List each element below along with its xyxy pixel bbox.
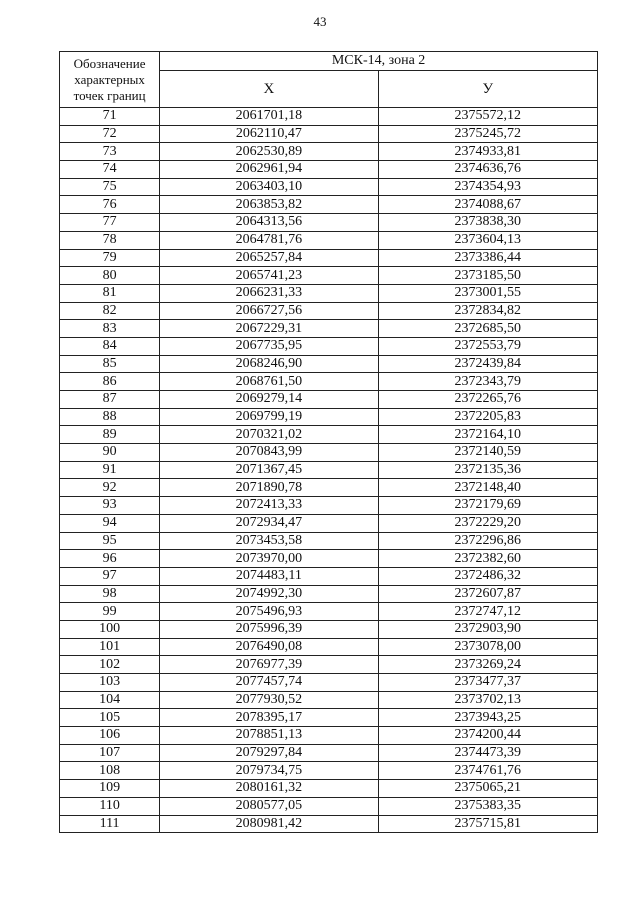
y-coordinate-cell: 2373702,13 <box>378 691 597 709</box>
y-coordinate-cell: 2372685,50 <box>378 320 597 338</box>
y-coordinate-cell: 2372382,60 <box>378 550 597 568</box>
point-designation-header <box>60 52 160 108</box>
y-coordinate-cell: 2374933,81 <box>378 143 597 161</box>
y-coordinate-cell: 2373604,13 <box>378 231 597 249</box>
table-row <box>60 426 598 444</box>
point-number-cell: 98 <box>60 585 160 603</box>
point-number-cell: 79 <box>60 249 160 267</box>
point-number-cell: 82 <box>60 302 160 320</box>
point-number-cell: 78 <box>60 231 160 249</box>
point-number-cell: 88 <box>60 408 160 426</box>
point-number-cell: 81 <box>60 284 160 302</box>
table-row <box>60 108 598 126</box>
point-number-cell: 100 <box>60 620 160 638</box>
x-coordinate-cell: 2061701,18 <box>160 108 378 126</box>
y-coordinate-cell: 2373078,00 <box>378 638 597 656</box>
y-coordinate-cell: 2372343,79 <box>378 373 597 391</box>
table-row <box>60 143 598 161</box>
point-number-cell: 87 <box>60 391 160 409</box>
table-row <box>60 691 598 709</box>
x-coordinate-cell: 2066727,56 <box>160 302 378 320</box>
x-coordinate-cell: 2076490,08 <box>160 638 378 656</box>
y-coordinate-cell: 2372834,82 <box>378 302 597 320</box>
point-number-cell: 110 <box>60 797 160 815</box>
table-row <box>60 337 598 355</box>
table-row <box>60 656 598 674</box>
table-row <box>60 461 598 479</box>
y-coordinate-cell: 2373001,55 <box>378 284 597 302</box>
point-number-cell: 85 <box>60 355 160 373</box>
table-row <box>60 249 598 267</box>
point-number-cell: 89 <box>60 426 160 444</box>
table-row <box>60 567 598 585</box>
point-number-cell: 109 <box>60 780 160 798</box>
x-coordinate-cell: 2080577,05 <box>160 797 378 815</box>
x-coordinate-cell: 2064781,76 <box>160 231 378 249</box>
table-row <box>60 797 598 815</box>
table-row <box>60 196 598 214</box>
y-coordinate-cell: 2372903,90 <box>378 620 597 638</box>
table-row <box>60 408 598 426</box>
page-number: 43 <box>313 14 327 29</box>
point-number-cell: 106 <box>60 727 160 745</box>
x-coordinate-cell: 2079297,84 <box>160 744 378 762</box>
x-coordinate-cell: 2075496,93 <box>160 603 378 621</box>
table-row <box>60 320 598 338</box>
point-number-cell: 72 <box>60 125 160 143</box>
table-row <box>60 620 598 638</box>
point-number-cell: 103 <box>60 674 160 692</box>
table-row <box>60 514 598 532</box>
point-number-cell: 97 <box>60 567 160 585</box>
x-coordinate-cell: 2069799,19 <box>160 408 378 426</box>
point-number-cell: 80 <box>60 267 160 285</box>
x-coordinate-cell: 2066231,33 <box>160 284 378 302</box>
point-number-cell: 101 <box>60 638 160 656</box>
x-coordinate-cell: 2062961,94 <box>160 161 378 179</box>
point-number-cell: 94 <box>60 514 160 532</box>
y-column-header: У <box>378 71 597 108</box>
table-row <box>60 178 598 196</box>
point-number-cell: 105 <box>60 709 160 727</box>
point-number-cell: 86 <box>60 373 160 391</box>
point-number-cell: 77 <box>60 214 160 232</box>
y-coordinate-cell: 2373269,24 <box>378 656 597 674</box>
table-row <box>60 444 598 462</box>
x-coordinate-cell: 2063853,82 <box>160 196 378 214</box>
y-coordinate-cell: 2372140,59 <box>378 444 597 462</box>
point-number-cell: 104 <box>60 691 160 709</box>
y-coordinate-cell: 2372747,12 <box>378 603 597 621</box>
x-coordinate-cell: 2065257,84 <box>160 249 378 267</box>
y-coordinate-cell: 2373838,30 <box>378 214 597 232</box>
table-row <box>60 744 598 762</box>
x-coordinate-cell: 2072413,33 <box>160 497 378 515</box>
point-number-cell: 71 <box>60 108 160 126</box>
table-row <box>60 674 598 692</box>
coordinate-system-header: МСК-14, зона 2 <box>160 52 598 71</box>
x-coordinate-cell: 2068761,50 <box>160 373 378 391</box>
point-number-cell: 91 <box>60 461 160 479</box>
y-coordinate-cell: 2372164,10 <box>378 426 597 444</box>
point-number-cell: 99 <box>60 603 160 621</box>
x-coordinate-cell: 2068246,90 <box>160 355 378 373</box>
x-coordinate-cell: 2070843,99 <box>160 444 378 462</box>
x-coordinate-cell: 2074483,11 <box>160 567 378 585</box>
x-coordinate-cell: 2080981,42 <box>160 815 378 833</box>
y-coordinate-cell: 2372296,86 <box>378 532 597 550</box>
x-coordinate-cell: 2078395,17 <box>160 709 378 727</box>
table-row <box>60 762 598 780</box>
x-coordinate-cell: 2067735,95 <box>160 337 378 355</box>
y-coordinate-cell: 2372486,32 <box>378 567 597 585</box>
point-number-cell: 96 <box>60 550 160 568</box>
y-coordinate-cell: 2374200,44 <box>378 727 597 745</box>
coordinates-table <box>59 51 598 833</box>
table-header <box>60 52 598 108</box>
table-row <box>60 780 598 798</box>
x-coordinate-cell: 2080161,32 <box>160 780 378 798</box>
y-coordinate-cell: 2375383,35 <box>378 797 597 815</box>
point-number-cell: 95 <box>60 532 160 550</box>
point-number-cell: 108 <box>60 762 160 780</box>
table-row <box>60 373 598 391</box>
x-coordinate-cell: 2076977,39 <box>160 656 378 674</box>
x-coordinate-cell: 2062110,47 <box>160 125 378 143</box>
point-header-line-3: точек границ <box>73 87 146 103</box>
x-coordinate-cell: 2062530,89 <box>160 143 378 161</box>
x-coordinate-cell: 2072934,47 <box>160 514 378 532</box>
y-coordinate-cell: 2372265,76 <box>378 391 597 409</box>
y-coordinate-cell: 2373943,25 <box>378 709 597 727</box>
y-coordinate-cell: 2375572,12 <box>378 108 597 126</box>
y-coordinate-cell: 2375065,21 <box>378 780 597 798</box>
table-row <box>60 603 598 621</box>
point-number-cell: 111 <box>60 815 160 833</box>
table-row <box>60 125 598 143</box>
y-coordinate-cell: 2372439,84 <box>378 355 597 373</box>
x-coordinate-cell: 2071890,78 <box>160 479 378 497</box>
table-row <box>60 479 598 497</box>
x-coordinate-cell: 2077457,74 <box>160 674 378 692</box>
x-coordinate-cell: 2063403,10 <box>160 178 378 196</box>
point-number-cell: 93 <box>60 497 160 515</box>
table-row <box>60 302 598 320</box>
table-row <box>60 267 598 285</box>
y-coordinate-cell: 2373386,44 <box>378 249 597 267</box>
x-column-header: Х <box>160 71 378 108</box>
x-coordinate-cell: 2070321,02 <box>160 426 378 444</box>
table-row <box>60 585 598 603</box>
point-number-cell: 74 <box>60 161 160 179</box>
point-number-cell: 83 <box>60 320 160 338</box>
x-coordinate-cell: 2067229,31 <box>160 320 378 338</box>
x-coordinate-cell: 2079734,75 <box>160 762 378 780</box>
point-header-line-2: характерных <box>74 71 145 87</box>
point-number-cell: 102 <box>60 656 160 674</box>
point-header-line-1: Обозначение <box>73 55 146 71</box>
table-row <box>60 497 598 515</box>
point-number-cell: 90 <box>60 444 160 462</box>
x-coordinate-cell: 2075996,39 <box>160 620 378 638</box>
table-row <box>60 161 598 179</box>
x-coordinate-cell: 2073453,58 <box>160 532 378 550</box>
y-coordinate-cell: 2372229,20 <box>378 514 597 532</box>
point-number-cell: 76 <box>60 196 160 214</box>
y-coordinate-cell: 2374088,67 <box>378 196 597 214</box>
table-row <box>60 815 598 833</box>
point-number-cell: 107 <box>60 744 160 762</box>
x-coordinate-cell: 2071367,45 <box>160 461 378 479</box>
y-coordinate-cell: 2373185,50 <box>378 267 597 285</box>
table-row <box>60 214 598 232</box>
y-coordinate-cell: 2374636,76 <box>378 161 597 179</box>
point-number-cell: 84 <box>60 337 160 355</box>
y-coordinate-cell: 2375245,72 <box>378 125 597 143</box>
y-coordinate-cell: 2374473,39 <box>378 744 597 762</box>
x-coordinate-cell: 2078851,13 <box>160 727 378 745</box>
y-coordinate-cell: 2373477,37 <box>378 674 597 692</box>
point-number-cell: 92 <box>60 479 160 497</box>
x-coordinate-cell: 2069279,14 <box>160 391 378 409</box>
x-coordinate-cell: 2064313,56 <box>160 214 378 232</box>
table-row <box>60 550 598 568</box>
table-row <box>60 391 598 409</box>
y-coordinate-cell: 2372607,87 <box>378 585 597 603</box>
table-row <box>60 532 598 550</box>
y-coordinate-cell: 2372553,79 <box>378 337 597 355</box>
point-number-cell: 73 <box>60 143 160 161</box>
y-coordinate-cell: 2372205,83 <box>378 408 597 426</box>
table-row <box>60 231 598 249</box>
x-coordinate-cell: 2065741,23 <box>160 267 378 285</box>
table-row <box>60 709 598 727</box>
x-coordinate-cell: 2074992,30 <box>160 585 378 603</box>
y-coordinate-cell: 2374354,93 <box>378 178 597 196</box>
table-row <box>60 355 598 373</box>
y-coordinate-cell: 2372179,69 <box>378 497 597 515</box>
y-coordinate-cell: 2372135,36 <box>378 461 597 479</box>
y-coordinate-cell: 2372148,40 <box>378 479 597 497</box>
y-coordinate-cell: 2374761,76 <box>378 762 597 780</box>
table-row <box>60 284 598 302</box>
table-body <box>60 108 598 833</box>
x-coordinate-cell: 2073970,00 <box>160 550 378 568</box>
x-coordinate-cell: 2077930,52 <box>160 691 378 709</box>
point-number-cell: 75 <box>60 178 160 196</box>
y-coordinate-cell: 2375715,81 <box>378 815 597 833</box>
table-row <box>60 727 598 745</box>
table-row <box>60 638 598 656</box>
